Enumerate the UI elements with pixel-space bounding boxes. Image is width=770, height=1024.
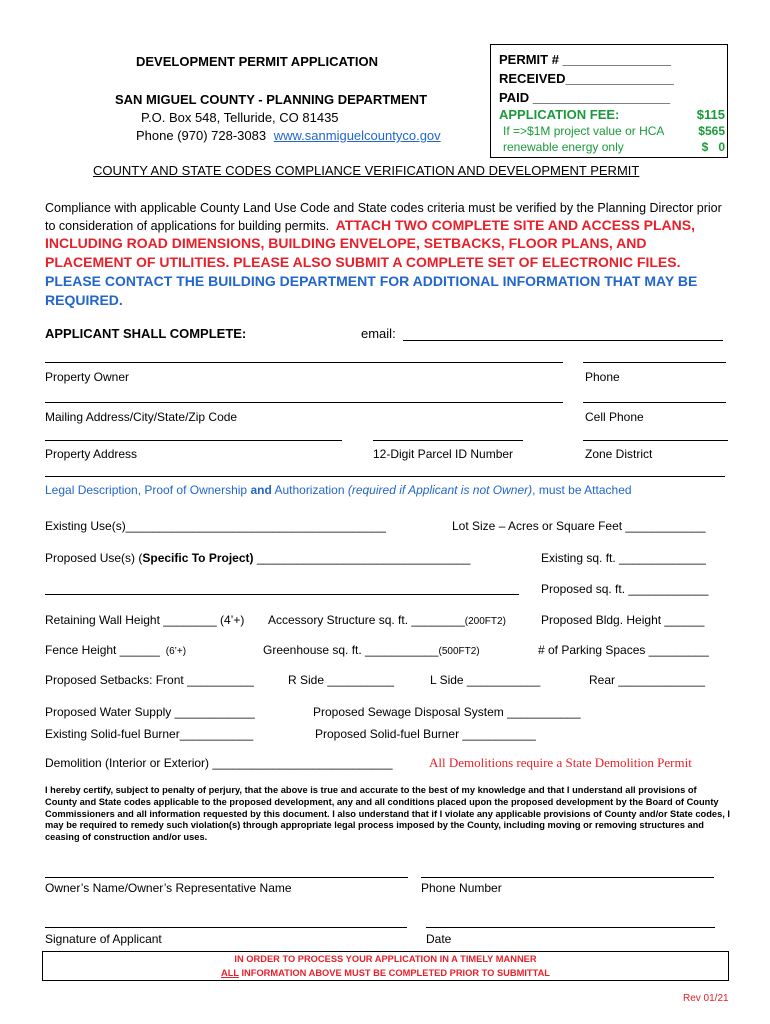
contact-notice-line-1: PLEASE CONTACT THE BUILDING DEPARTMENT FOR ADDITIONAL INFORMATION THAT MAY BE — [45, 273, 698, 289]
submittal-notice-line-1: IN ORDER TO PROCESS YOUR APPLICATION IN A TIMELY MANNER — [234, 954, 537, 964]
certification-statement: I hereby certify, subject to penalty of perjury, that the above is true and accurate to the best of my knowledge and that I understand all provisions of County and State codes applicable to the proposed development, any and all conditions placed upon the proposed development by the Board of County Commissioners and all information requested by this document. I also understand that if I violate any applicable provisions of County and/or State codes, I may be required to remedy such violation(s) through appropriate legal process imposed by the County, including moving or removing structures and ceasing of construction and/or uses. — [45, 785, 730, 843]
fence-unit: (6’+) — [165, 646, 187, 657]
section-title: COUNTY AND STATE CODES COMPLIANCE VERIFICATION AND DEVELOPMENT PERMIT — [93, 163, 640, 178]
proposed-burner-field[interactable]: Proposed Solid-fuel Burner ___________ — [315, 727, 536, 741]
phone-number-line[interactable] — [421, 877, 714, 878]
demolition-permit-note: All Demolitions require a State Demolition Permit — [429, 755, 692, 770]
form-title: DEVELOPMENT PERMIT APPLICATION — [136, 54, 378, 69]
existing-burner-field[interactable]: Existing Solid-fuel Burner___________ — [45, 727, 254, 741]
department-name: SAN MIGUEL COUNTY - PLANNING DEPARTMENT — [115, 92, 428, 107]
parcel-id-label: 12-Digit Parcel ID Number — [373, 447, 514, 461]
proposed-use-label: Proposed Use(s) ( — [45, 551, 143, 565]
demolition-field[interactable]: Demolition (Interior or Exterior) ___________________________ — [45, 756, 393, 770]
setback-front-field[interactable]: Proposed Setbacks: Front __________ — [45, 673, 254, 687]
legal-part-3: Authorization — [271, 483, 348, 497]
proposed-use-blank: ________________________________ — [253, 551, 471, 565]
permit-number-field: PERMIT # _______________ — [499, 52, 672, 67]
proposed-use-specific: Specific To Project) — [142, 551, 254, 565]
greenhouse-label: Greenhouse sq. ft. ___________ — [263, 643, 439, 657]
cell-phone-label: Cell Phone — [585, 410, 644, 424]
contact-notice-line-2: REQUIRED. — [45, 292, 123, 308]
fence-height-field[interactable] — [45, 643, 186, 657]
water-supply-field[interactable]: Proposed Water Supply ____________ — [45, 705, 255, 719]
accessory-label: Accessory Structure sq. ft. ________ — [268, 613, 465, 627]
signature-label: Signature of Applicant — [45, 932, 162, 946]
intro-line-2 — [45, 216, 695, 235]
legal-part-2: and — [250, 483, 272, 497]
greenhouse-unit: (500FT2) — [438, 646, 480, 657]
phone-line[interactable] — [583, 362, 726, 363]
retaining-wall-field[interactable]: Retaining Wall Height ________ (4’+) — [45, 613, 245, 627]
intro-line-1: Compliance with applicable County Land Use Code and State codes criteria must be verified by the Planning Director prior — [45, 201, 722, 215]
bldg-height-field[interactable]: Proposed Bldg. Height ______ — [541, 613, 705, 627]
setback-r-side-field[interactable]: R Side __________ — [288, 673, 395, 687]
sewage-disposal-field[interactable]: Proposed Sewage Disposal System ___________ — [313, 705, 581, 719]
proposed-use-field[interactable] — [45, 551, 470, 565]
mailing-address-line[interactable] — [45, 402, 563, 403]
owner-name-line[interactable] — [45, 877, 408, 878]
office-use-box — [490, 44, 728, 158]
cell-phone-line[interactable] — [583, 402, 726, 403]
paid-field: PAID ___________________ — [499, 90, 671, 105]
submittal-notice-line-2 — [43, 966, 728, 980]
received-field: RECEIVED_______________ — [499, 71, 674, 86]
submittal-notice — [42, 951, 729, 981]
fee-amount: $115 — [696, 107, 725, 122]
phone-number-label: Phone Number — [421, 881, 502, 895]
intro-line-2-text: to consideration of applications for building permits. — [45, 219, 330, 233]
accessory-unit: (200FT2) — [464, 616, 506, 627]
legal-description-note — [45, 483, 632, 497]
mailing-address-label: Mailing Address/City/State/Zip Code — [45, 410, 238, 424]
property-address-label: Property Address — [45, 447, 138, 461]
plans-notice-line-2: INCLUDING ROAD DIMENSIONS, BUILDING ENVELOPE, SETBACKS, FLOOR PLANS, AND — [45, 235, 647, 251]
fence-label: Fence Height ______ — [45, 643, 160, 657]
hca-label: If =>$1M project value or HCA — [503, 124, 665, 138]
fee-label: APPLICATION FEE: — [499, 107, 620, 122]
attach-plans-notice: ATTACH TWO COMPLETE SITE AND ACCESS PLANS, — [335, 217, 696, 233]
email-line[interactable] — [403, 340, 723, 341]
submittal-notice-all: ALL — [220, 968, 239, 978]
lot-size-field[interactable]: Lot Size – Acres or Square Feet ____________ — [452, 519, 706, 533]
date-label: Date — [426, 932, 452, 946]
accessory-structure-field[interactable] — [268, 613, 506, 627]
property-owner-line[interactable] — [45, 362, 563, 363]
department-address: P.O. Box 548, Telluride, CO 81435 — [141, 110, 339, 125]
existing-use-field[interactable]: Existing Use(s)_______________________________________ — [45, 519, 386, 533]
phone-label: Phone — [585, 370, 620, 384]
parcel-id-line[interactable] — [373, 440, 523, 441]
plans-notice-line-3: PLACEMENT OF UTILITIES. PLEASE ALSO SUBMIT A COMPLETE SET OF ELECTRONIC FILES. — [45, 254, 681, 270]
legal-description-line[interactable] — [45, 476, 725, 477]
revision-label: Rev 01/21 — [683, 993, 729, 1004]
setback-rear-field[interactable]: Rear _____________ — [589, 673, 706, 687]
website-link[interactable]: www.sanmiguelcountyco.gov — [273, 128, 441, 143]
hca-amount: $565 — [698, 124, 725, 138]
applicant-heading: APPLICANT SHALL COMPLETE: — [45, 326, 247, 341]
legal-part-4: (required if Applicant is not Owner) — [347, 483, 533, 497]
zone-district-line[interactable] — [583, 440, 728, 441]
greenhouse-field[interactable] — [263, 643, 480, 657]
property-owner-label: Property Owner — [45, 370, 130, 384]
legal-part-1: Legal Description, Proof of Ownership — [45, 483, 251, 497]
proposed-sqft-field[interactable]: Proposed sq. ft. ____________ — [541, 582, 709, 596]
renewable-label: renewable energy only — [503, 140, 624, 154]
department-phone: Phone (970) 728-3083 — [136, 128, 267, 143]
email-label: email: — [361, 326, 396, 341]
renewable-amount: $ 0 — [701, 140, 725, 154]
signature-line[interactable] — [45, 927, 407, 928]
setback-l-side-field[interactable]: L Side ___________ — [430, 673, 541, 687]
property-address-line[interactable] — [45, 440, 342, 441]
existing-sqft-field[interactable]: Existing sq. ft. _____________ — [541, 551, 706, 565]
parking-spaces-field[interactable]: # of Parking Spaces _________ — [538, 643, 709, 657]
legal-part-5: , must be Attached — [532, 483, 632, 497]
date-line[interactable] — [426, 927, 715, 928]
zone-district-label: Zone District — [585, 447, 653, 461]
submittal-notice-rest: INFORMATION ABOVE MUST BE COMPLETED PRIOR TO SUBMITTAL — [238, 968, 550, 978]
owner-name-label: Owner’s Name/Owner’s Representative Name — [45, 881, 292, 895]
proposed-use-line-2[interactable] — [45, 594, 519, 595]
department-contact — [136, 128, 441, 143]
